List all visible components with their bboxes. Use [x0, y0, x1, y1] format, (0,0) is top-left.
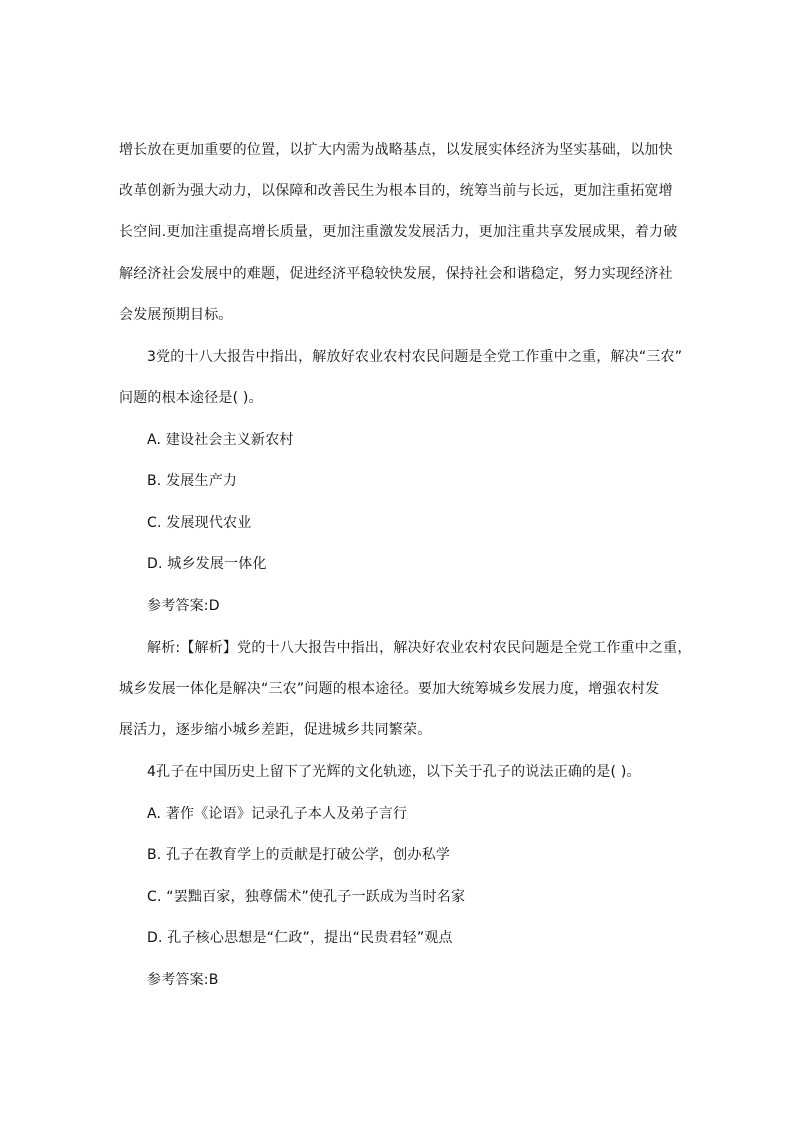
question-3-analysis-line-3: 展活力，逐步缩小城乡差距，促进城乡共同繁荣。	[119, 722, 432, 738]
question-4-option-a: A. 著作《论语》记录孔子本人及弟子言行	[147, 806, 408, 822]
question-4-stem: 4孔子在中国历史上留下了光辉的文化轨迹，以下关于孔子的说法正确的是( )。	[147, 764, 641, 780]
question-3-option-c: C. 发展现代农业	[147, 515, 252, 531]
question-3-stem-line-2: 问题的根本途径是( )。	[119, 390, 263, 406]
intro-line-2: 改革创新为强大动力，以保障和改善民生为根本目的，统筹当前与长远，更加注重拓宽增	[119, 183, 673, 199]
question-4-option-d: D. 孔子核心思想是“仁政”，提出“民贵君轻”观点	[147, 930, 453, 946]
question-4-option-c: C. “罢黜百家，独尊儒术”使孔子一跃成为当时名家	[147, 889, 466, 905]
intro-line-4: 解经济社会发展中的难题，促进经济平稳较快发展，保持社会和谐稳定，努力实现经济社	[119, 266, 673, 282]
question-3-analysis-line-1: 解析:【解析】党的十八大报告中指出，解决好农业农村农民问题是全党工作重中之重，	[147, 640, 692, 656]
question-3-analysis-line-2: 城乡发展一体化是解决“三农”问题的根本途径。要加大统筹城乡发展力度，增强农村发	[119, 681, 660, 697]
question-3-option-a: A. 建设社会主义新农村	[147, 432, 294, 448]
intro-line-3: 长空间.更加注重提高增长质量，更加注重激发发展活力，更加注重共享发展成果，着力破	[119, 224, 678, 240]
intro-line-5: 会发展预期目标。	[119, 307, 233, 323]
question-3-option-d: D. 城乡发展一体化	[147, 556, 267, 572]
question-3-stem-line-1: 3党的十八大报告中指出，解放好农业农村农民问题是全党工作重中之重，解决“三农”	[147, 349, 683, 365]
question-4-answer: 参考答案:B	[147, 972, 219, 988]
question-4-option-b: B. 孔子在教育学上的贡献是打破公学，创办私学	[147, 847, 451, 863]
question-3-option-b: B. 发展生产力	[147, 473, 238, 489]
question-3-answer: 参考答案:D	[147, 598, 220, 614]
intro-line-1: 增长放在更加重要的位置，以扩大内需为战略基点，以发展实体经济为坚实基础，以加快	[119, 142, 673, 158]
